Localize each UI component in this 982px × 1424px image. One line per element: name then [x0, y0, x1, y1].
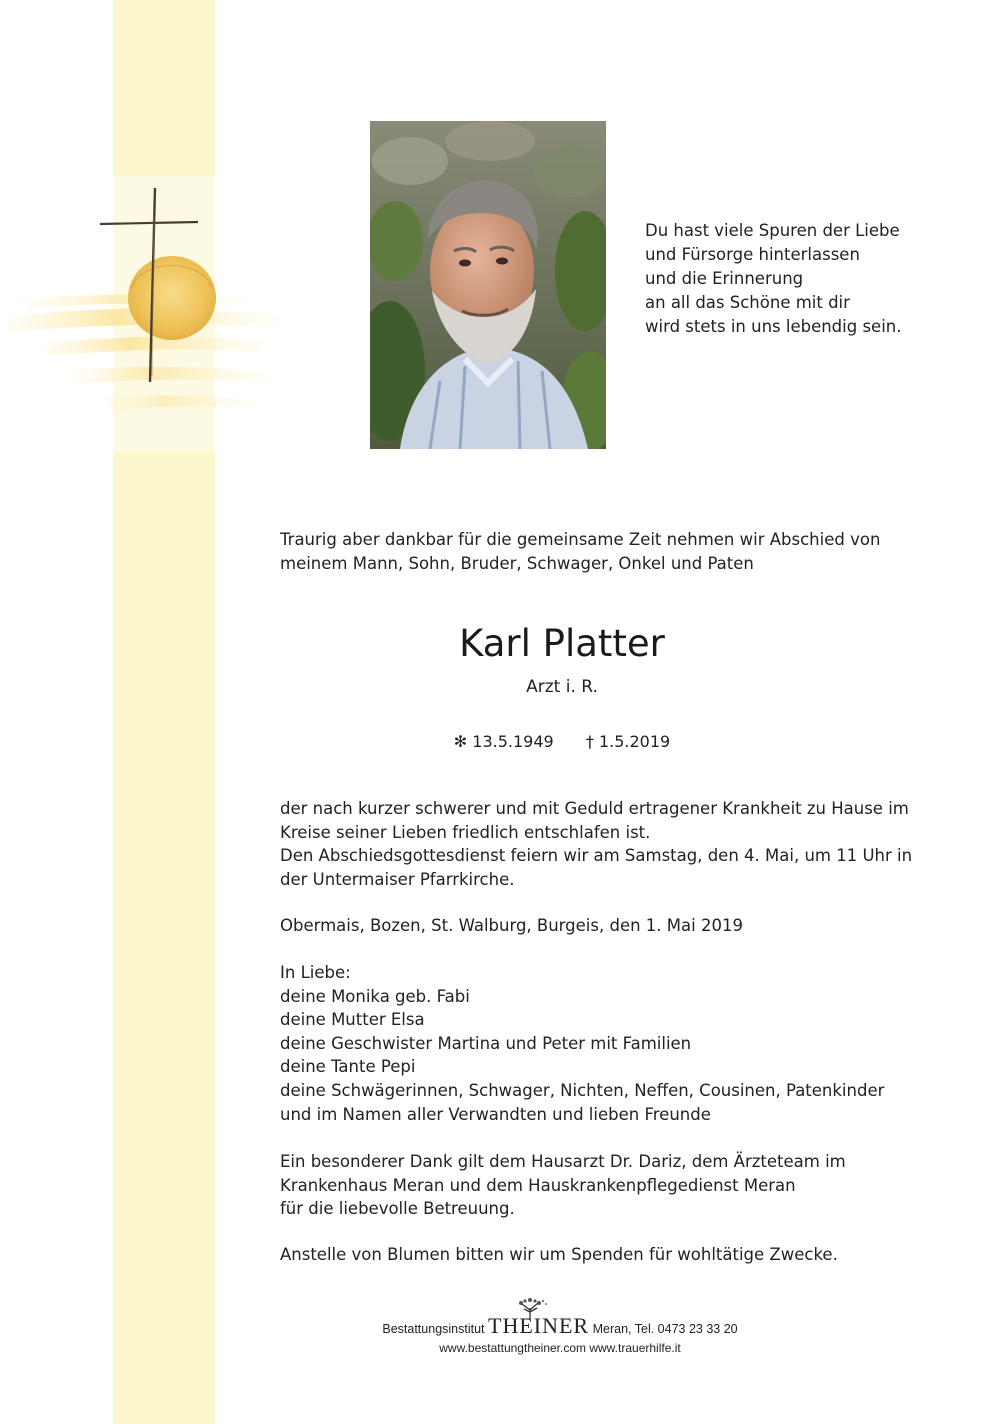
funeral-home-footer	[300, 1308, 820, 1355]
poem-line: wird stets in uns lebendig sein.	[645, 317, 902, 336]
death-date: † 1.5.2019	[585, 732, 671, 751]
poem-line: an all das Schöne mit dir	[645, 293, 850, 312]
footer-suffix: Meran, Tel. 0473 23 33 20	[592, 1322, 738, 1336]
mourner-line: deine Monika geb. Fabi	[280, 986, 470, 1006]
intro-text	[280, 528, 920, 576]
poem-line: und Fürsorge hinterlassen	[645, 245, 860, 264]
donation-line: Anstelle von Blumen bitten wir um Spenden für wohltätige Zwecke.	[280, 1245, 838, 1264]
cross-and-sun-watercolor-icon	[0, 176, 285, 452]
footer-main-line	[300, 1308, 820, 1341]
body-text	[280, 797, 920, 891]
intro-line: Traurig aber dankbar für die gemeinsame Zeit nehmen wir Abschied von	[280, 530, 881, 549]
body-line: der nach kurzer schwerer und mit Geduld ertragener Krankheit zu Hause im	[280, 799, 909, 818]
mourners-list	[280, 961, 920, 1126]
thanks-line: Krankenhaus Meran und dem Hauskrankenpflegedienst Meran	[280, 1175, 796, 1195]
mourner-line: deine Mutter Elsa	[280, 1010, 425, 1030]
thanks-line: Ein besonderer Dank gilt dem Hausarzt Dr. Dariz, dem Ärzteteam im	[280, 1152, 846, 1171]
birth-date: ✻ 13.5.1949	[453, 732, 554, 751]
place-date	[280, 914, 920, 938]
footer-websites: www.bestattungtheiner.com www.trauerhilfe.it	[439, 1341, 681, 1355]
poem-line: und die Erinnerung	[645, 269, 804, 288]
poem-line: Du hast viele Spuren der Liebe	[645, 221, 900, 240]
life-dates	[280, 730, 844, 754]
body-line: Kreise seiner Lieben friedlich entschlafen ist.	[280, 822, 651, 842]
poem	[645, 219, 965, 339]
donation-text	[280, 1243, 920, 1267]
mourner-line: deine Geschwister Martina und Peter mit Familien	[280, 1033, 692, 1053]
intro-line: meinem Mann, Sohn, Bruder, Schwager, Onkel und Paten	[280, 554, 754, 573]
footer-brand	[488, 1308, 589, 1338]
thanks-line: für die liebevolle Betreuung.	[280, 1199, 515, 1219]
body-line: der Untermaiser Pfarrkirche.	[280, 869, 515, 889]
mourner-line: In Liebe:	[280, 963, 351, 982]
footer-prefix: Bestattungsinstitut	[382, 1322, 485, 1336]
mourner-line: und im Namen aller Verwandten und lieben Freunde	[280, 1104, 711, 1124]
mourner-line: deine Schwägerinnen, Schwager, Nichten, Neffen, Cousinen, Patenkinder	[280, 1080, 885, 1100]
deceased-name: Karl Platter	[459, 622, 665, 665]
footer-brand-text: THEINER	[488, 1313, 590, 1338]
place-date-line: Obermais, Bozen, St. Walburg, Burgeis, den 1. Mai 2019	[280, 916, 743, 935]
thanks-text	[280, 1150, 920, 1221]
portrait-photo	[370, 121, 606, 449]
mourner-line: deine Tante Pepi	[280, 1057, 416, 1077]
tree-logo-icon	[510, 1298, 550, 1320]
deceased-title: Arzt i. R.	[526, 677, 598, 697]
body-line: Den Abschiedsgottesdienst feiern wir am Samstag, den 4. Mai, um 11 Uhr in	[280, 846, 913, 866]
